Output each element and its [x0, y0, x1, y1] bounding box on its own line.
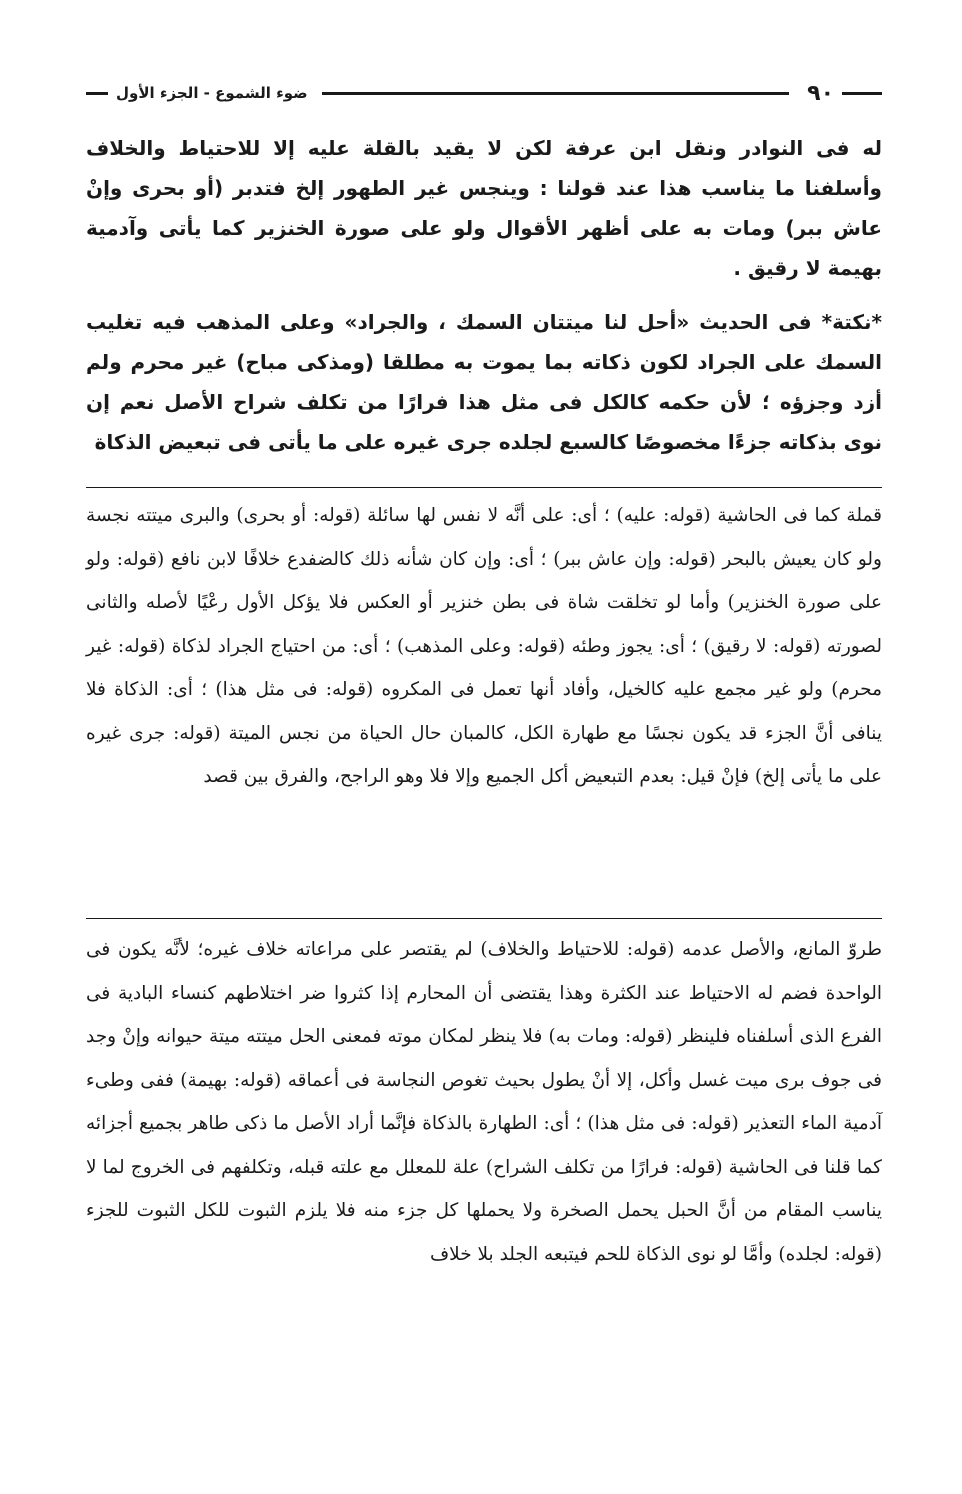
- page-number: ٩٠: [807, 80, 834, 106]
- header-rule: [322, 92, 789, 95]
- main-paragraph-2: *نكتة* فى الحديث «أحل لنا ميتتان السمك ، والجراد» وعلى المذهب فيه تغليب السمك على الجراد لكون ذكاته بما يموت به مطلقا (ومذكى مباح) غير محرم ولم أزد وجزؤه ؛ لأن حكمه كالكل فى مثل هذا فرارًا من تكلف شراح الأصل نعم إن نوى بذكاته جزءًا مخصوصًا كالسبع لجلده جرى غيره على ما يأتى فى تبعيض الذكاة: [86, 310, 882, 454]
- commentary-separator: [86, 918, 882, 919]
- header-dash-left: [86, 92, 108, 95]
- commentary-paragraph-2: طروّ المانع، والأصل عدمه (قوله: للاحتياط والخلاف) لم يقتصر على مراعاته خلاف غيره؛ لأنَّه يكون فى الواحدة فضم له الاحتياط عند الكثرة وهذا يقتضى أن المحارم إذا كثروا ضر اختلاطهم كنساء البادية فى الفرع الذى أسلفناه فلينظر (قوله: ومات به) فلا ينظر لمكان موته فمعنى الحل ميتته ميتة حيوانه وإنْ وجد فى جوف برى ميت غسل وأكل، إلا أنْ يطول بحيث تغوص النجاسة فى أعماقه (قوله: بهيمة) ففى وطىء آدمية الماء التعذير (قوله: فى مثل هذا) ؛ أى: الطهارة بالذكاة فإنَّما أراد الأصل ما ذكى طاهر بجميع أجزائه كما قلنا فى الحاشية (قوله: فرارًا من تكلف الشراح) علة للمعلل مع علته قبله، وتكلفهم فى الخروج لما لا يناسب المقام من أنَّ الحبل يحمل الصخرة ولا يحملها كل جزء منه فلا يلزم الثبوت للكل الثبوت للجزء (قوله: لجلده) وأمَّا لو نوى الذكاة للحم فيتبعه الجلد بلا خلاف: [86, 939, 882, 1265]
- footnote-separator: [86, 487, 882, 488]
- commentary-block-2: [86, 928, 882, 1276]
- commentary-block-1: [86, 494, 882, 799]
- running-title: ضوء الشموع - الجزء الأول: [116, 84, 308, 102]
- main-text: [86, 128, 882, 462]
- header-dash-right: [842, 92, 882, 95]
- running-header: [86, 78, 882, 108]
- commentary-paragraph-1: قملة كما فى الحاشية (قوله: عليه) ؛ أى: على أنَّه لا نفس لها سائلة (قوله: أو بحرى) والبرى ميتته نجسة ولو كان يعيش بالبحر (قوله: وإن عاش ببر) ؛ أى: وإن كان شأنه ذلك كالضفدع خلافًا لابن نافع (قوله: ولو على صورة الخنزير) وأما لو تخلقت شاة فى بطن خنزير أو العكس فلا يؤكل الأول رعْيًا لأصله والثانى لصورته (قوله: لا رقيق) ؛ أى: يجوز وطئه (قوله: وعلى المذهب) ؛ أى: من احتياج الجراد لذكاة (قوله: غير محرم) ولو غير مجمع عليه كالخيل، وأفاد أنها تعمل فى المكروه (قوله: فى مثل هذا) ؛ أى: الذكاة فلا ينافى أنَّ الجزء قد يكون نجسًا مع طهارة الكل، كالمبان حال الحياة من نجس الميتة (قوله: جرى غيره على ما يأتى إلخ) فإنْ قيل: بعدم التبعيض أكل الجميع وإلا فلا وهو الراجح، والفرق بين قصد: [86, 505, 882, 787]
- main-paragraph-1: له فى النوادر ونقل ابن عرفة لكن لا يقيد بالقلة عليه إلا للاحتياط والخلاف وأسلفنا ما يناسب هذا عند قولنا : وينجس غير الطهور إلخ فتدبر (أو بحرى وإنْ عاش ببر) ومات به على أظهر الأقوال ولو على صورة الخنزير كما يأتى وآدمية بهيمة لا رقيق .: [86, 136, 882, 280]
